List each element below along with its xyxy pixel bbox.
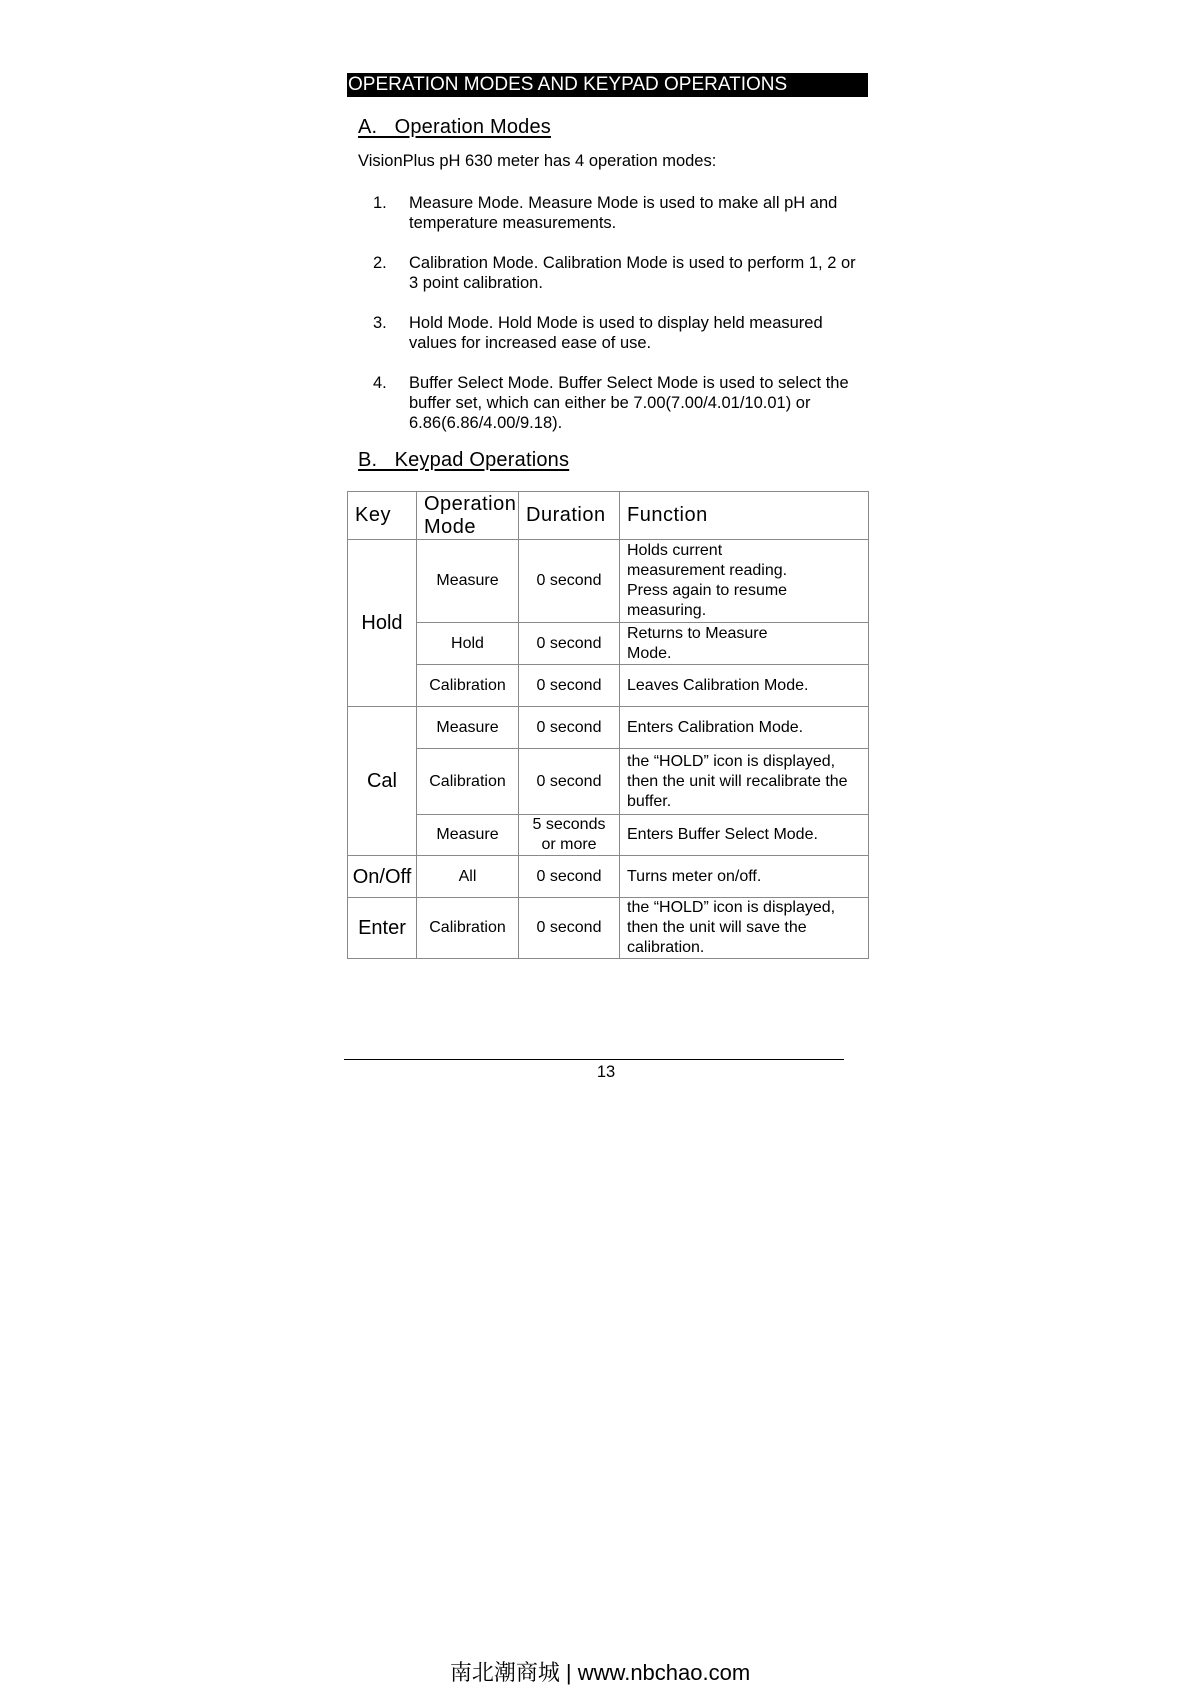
page-title: OPERATION MODES AND KEYPAD OPERATIONS bbox=[347, 73, 868, 97]
key-cal: Cal bbox=[348, 707, 417, 856]
footer-divider bbox=[344, 1059, 844, 1060]
list-text: Hold Mode. Hold Mode is used to display held measured values for increased ease of use. bbox=[409, 314, 823, 352]
list-item bbox=[358, 313, 868, 353]
header-operation-mode: Operation Mode bbox=[417, 492, 519, 540]
table-row bbox=[348, 898, 869, 959]
intro-text: VisionPlus pH 630 meter has 4 operation modes: bbox=[358, 152, 717, 170]
table-row bbox=[348, 856, 869, 898]
cell-mode: Calibration bbox=[417, 749, 519, 815]
cell-function: Enters Calibration Mode. bbox=[620, 707, 869, 749]
cell-mode: Calibration bbox=[417, 898, 519, 959]
cell-duration: 0 second bbox=[519, 898, 620, 959]
operation-modes-list bbox=[358, 193, 868, 433]
watermark: 南北潮商城 | www.nbchao.com bbox=[449, 1660, 751, 1685]
table-header-row bbox=[348, 492, 869, 540]
cell-duration: 0 second bbox=[519, 665, 620, 707]
cell-mode: Measure bbox=[417, 540, 519, 623]
list-number: 1. bbox=[373, 194, 387, 212]
page-number: 13 bbox=[596, 1063, 616, 1081]
cell-function: Returns to Measure Mode. bbox=[620, 623, 869, 665]
keypad-operations-table bbox=[347, 491, 869, 959]
list-item bbox=[358, 193, 868, 233]
list-number: 3. bbox=[373, 314, 387, 332]
table-row bbox=[348, 815, 869, 856]
cell-function: Holds current measurement reading. Press again to resume measuring. bbox=[620, 540, 869, 623]
list-item bbox=[358, 373, 868, 433]
header-duration: Duration bbox=[519, 492, 620, 540]
table-row bbox=[348, 540, 869, 623]
cell-function: the “HOLD” icon is displayed, then the unit will recalibrate the buffer. bbox=[620, 749, 869, 815]
section-b-heading: B. Keypad Operations bbox=[358, 449, 570, 471]
cell-function: Leaves Calibration Mode. bbox=[620, 665, 869, 707]
cell-mode: All bbox=[417, 856, 519, 898]
table-row bbox=[348, 665, 869, 707]
key-hold: Hold bbox=[348, 540, 417, 707]
cell-mode: Hold bbox=[417, 623, 519, 665]
list-text: Measure Mode. Measure Mode is used to make all pH and temperature measurements. bbox=[409, 194, 838, 232]
list-text: Calibration Mode. Calibration Mode is used to perform 1, 2 or 3 point calibration. bbox=[409, 254, 856, 292]
cell-mode: Measure bbox=[417, 707, 519, 749]
section-a-heading: A. Operation Modes bbox=[358, 116, 551, 138]
cell-duration: 0 second bbox=[519, 540, 620, 623]
cell-duration: 0 second bbox=[519, 623, 620, 665]
list-number: 2. bbox=[373, 254, 387, 272]
header-key: Key bbox=[348, 492, 417, 540]
key-onoff: On/Off bbox=[348, 856, 417, 898]
table-row bbox=[348, 749, 869, 815]
list-text: Buffer Select Mode. Buffer Select Mode is used to select the buffer set, which can either be 7.00(7.00/4.01/10.01) or 6.86(6.86/4.00/9.18). bbox=[409, 374, 849, 432]
list-number: 4. bbox=[373, 374, 387, 392]
table-row bbox=[348, 707, 869, 749]
cell-duration: 0 second bbox=[519, 707, 620, 749]
cell-mode: Calibration bbox=[417, 665, 519, 707]
list-item bbox=[358, 253, 868, 293]
cell-function: Enters Buffer Select Mode. bbox=[620, 815, 869, 856]
cell-function: the “HOLD” icon is displayed, then the unit will save the calibration. bbox=[620, 898, 869, 959]
cell-duration: 0 second bbox=[519, 856, 620, 898]
key-enter: Enter bbox=[348, 898, 417, 959]
cell-mode: Measure bbox=[417, 815, 519, 856]
cell-function: Turns meter on/off. bbox=[620, 856, 869, 898]
header-function: Function bbox=[620, 492, 869, 540]
table-row bbox=[348, 623, 869, 665]
cell-duration: 0 second bbox=[519, 749, 620, 815]
cell-duration: 5 seconds or more bbox=[519, 815, 620, 856]
